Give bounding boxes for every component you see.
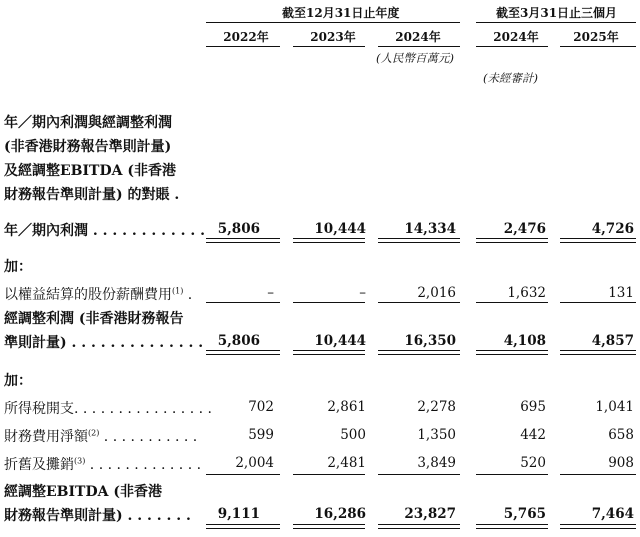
row-net-profit-label: 年／期內利潤 . . . . . . . . . . . . (4, 223, 205, 239)
cell-share-comp-2024q1: 1,632 (507, 285, 546, 301)
cell-adj-profit-2024q1: 4,108 (503, 333, 546, 349)
cell-income-tax-2023: 2,861 (327, 399, 366, 415)
single-rule (476, 302, 548, 303)
cell-depreciation-2022: 2,004 (235, 455, 274, 471)
cell-finance-cost-2023: 500 (340, 427, 366, 443)
add-label-2: 加： (4, 373, 32, 389)
single-rule (206, 474, 280, 475)
cell-income-tax-2022: 702 (248, 399, 274, 415)
row-adj-profit-label-2: 準則計量) . . . . . . . . . . . . . . (4, 335, 204, 351)
single-rule (378, 474, 460, 475)
double-rule (476, 350, 548, 355)
double-rule (206, 238, 280, 243)
cell-share-comp-2023: – (359, 285, 366, 301)
cell-finance-cost-2024q1: 442 (520, 427, 546, 443)
year-rule (293, 46, 365, 47)
double-rule (378, 524, 460, 529)
year-rule (560, 46, 636, 47)
row-finance-cost-label (4, 426, 197, 446)
row-share-comp-label (4, 284, 192, 304)
cell-depreciation-2024q1: 520 (520, 455, 546, 471)
double-rule (206, 524, 280, 529)
cell-finance-cost-2024: 1,350 (417, 427, 456, 443)
row-finance-cost-dots: . . . . . . . . . . . (99, 429, 198, 445)
cell-adj-ebitda-2025q1: 7,464 (591, 506, 634, 522)
row-depreciation-text: 折舊及攤銷 (4, 457, 74, 473)
single-rule (378, 302, 460, 303)
cell-adj-profit-2023: 10,444 (314, 333, 366, 349)
cell-net-profit-2024: 14,334 (404, 221, 456, 237)
add-label-1: 加： (4, 259, 32, 275)
double-rule (560, 238, 636, 243)
single-rule (293, 302, 365, 303)
cell-adj-ebitda-2024q1: 5,765 (503, 506, 546, 522)
year-rule (476, 46, 548, 47)
cell-share-comp-2022: – (267, 285, 274, 301)
cell-net-profit-2023: 10,444 (314, 221, 366, 237)
cell-adj-profit-2022: 5,806 (217, 333, 260, 349)
year-rule (206, 46, 280, 47)
cell-adj-profit-2024: 16,350 (404, 333, 456, 349)
cell-income-tax-2025q1: 1,041 (595, 399, 634, 415)
double-rule (293, 350, 365, 355)
row-depreciation-dots: . . . . . . . . . . . . . (85, 457, 202, 473)
cell-adj-profit-2025q1: 4,857 (591, 333, 634, 349)
cell-depreciation-2025q1: 908 (608, 455, 634, 471)
double-rule (476, 524, 548, 529)
header-rule-three-months (476, 22, 636, 23)
double-rule (293, 238, 365, 243)
currency-note: (人民幣百萬元) (376, 51, 454, 65)
title-line-2: (非香港財務報告準則計量) (4, 139, 172, 155)
single-rule (560, 302, 636, 303)
header-rule-full-year (206, 22, 460, 23)
double-rule (560, 524, 636, 529)
header-full-year: 截至12月31日止年度 (282, 6, 400, 20)
footnote-1: (1) (172, 286, 184, 296)
footnote-3: (3) (74, 456, 86, 466)
cell-depreciation-2024: 3,849 (417, 455, 456, 471)
unaudited-note: (未經審計) (483, 71, 538, 85)
row-depreciation-label (4, 454, 201, 474)
year-2025-q1: 2025年 (573, 30, 619, 44)
header-three-months: 截至3月31日止三個月 (496, 6, 618, 20)
year-2023: 2023年 (310, 30, 356, 44)
cell-share-comp-2024: 2,016 (417, 285, 456, 301)
double-rule (476, 238, 548, 243)
footnote-2: (2) (88, 428, 100, 438)
double-rule (293, 524, 365, 529)
double-rule (378, 350, 460, 355)
single-rule (560, 474, 636, 475)
row-share-comp-text: 以權益結算的股份薪酬費用 (4, 287, 172, 303)
single-rule (206, 302, 280, 303)
cell-finance-cost-2025q1: 658 (608, 427, 634, 443)
row-adj-profit-label-1: 經調整利潤 (非香港財務報告 (4, 311, 184, 327)
cell-finance-cost-2022: 599 (248, 427, 274, 443)
year-rule (378, 46, 460, 47)
row-income-tax-label: 所得稅開支. . . . . . . . . . . . . . . . (4, 401, 212, 417)
cell-adj-ebitda-2024: 23,827 (404, 506, 456, 522)
single-rule (293, 474, 365, 475)
cell-depreciation-2023: 2,481 (327, 455, 366, 471)
row-share-comp-dots: . (183, 287, 193, 303)
double-rule (378, 238, 460, 243)
cell-income-tax-2024q1: 695 (520, 399, 546, 415)
cell-net-profit-2022: 5,806 (217, 221, 260, 237)
year-2022: 2022年 (223, 30, 269, 44)
year-2024-q1: 2024年 (493, 30, 539, 44)
cell-net-profit-2024q1: 2,476 (503, 221, 546, 237)
cell-income-tax-2024: 2,278 (417, 399, 456, 415)
row-finance-cost-text: 財務費用淨額 (4, 429, 88, 445)
row-adj-ebitda-label-1: 經調整EBITDA (非香港 (4, 484, 162, 500)
cell-net-profit-2025q1: 4,726 (591, 221, 634, 237)
single-rule (476, 474, 548, 475)
title-line-1: 年／期內利潤與經調整利潤 (4, 115, 172, 131)
row-adj-ebitda-label-2: 財務報告準則計量) . . . . . . . (4, 508, 191, 524)
title-line-3: 及經調整EBITDA (非香港 (4, 163, 176, 179)
cell-adj-ebitda-2022: 9,111 (217, 506, 260, 522)
double-rule (560, 350, 636, 355)
double-rule (206, 350, 280, 355)
title-line-4: 財務報告準則計量) 的對賬 . (4, 187, 180, 203)
year-2024: 2024年 (395, 30, 441, 44)
cell-adj-ebitda-2023: 16,286 (314, 506, 366, 522)
cell-share-comp-2025q1: 131 (608, 285, 634, 301)
